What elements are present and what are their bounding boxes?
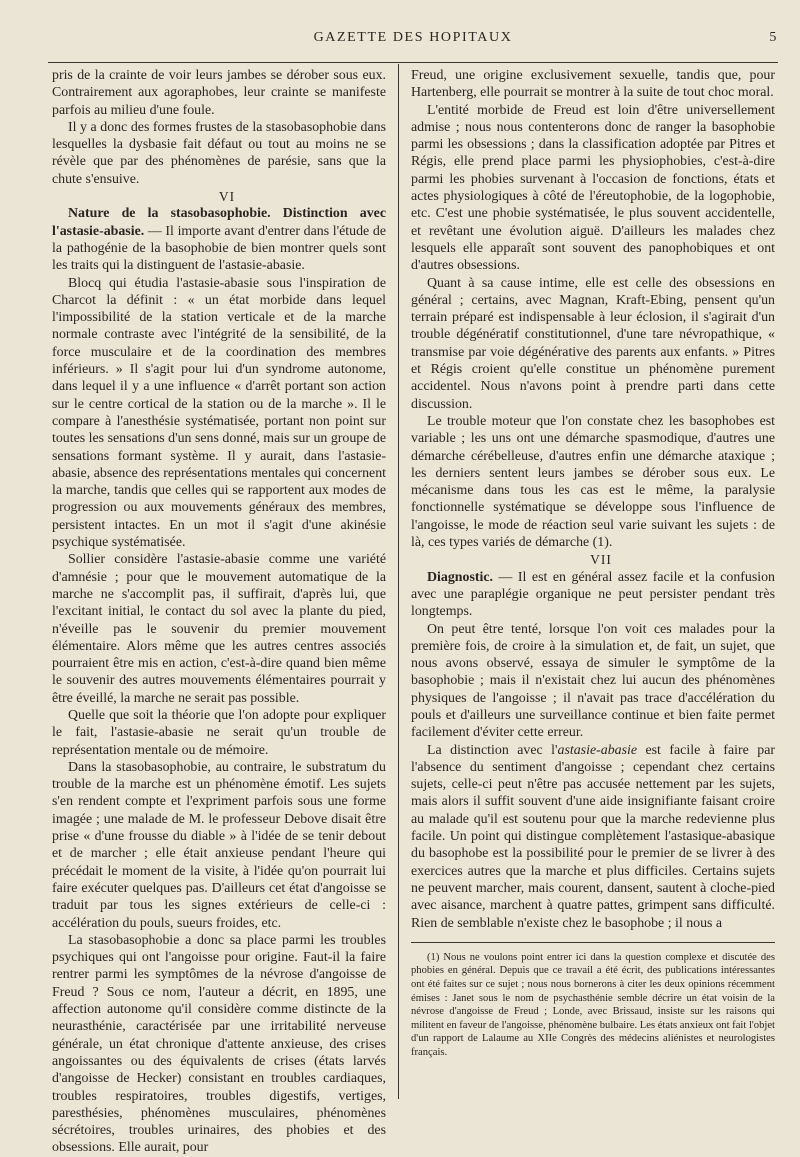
left-column: [52, 67, 386, 1157]
running-header: [48, 30, 778, 52]
paragraph: pris de la crainte de voir leurs jambes se dérober sous eux. Contrairement aux agoraphobes, leur crainte se manifeste parfois au milieu d'une foule.: [52, 68, 386, 118]
paragraph: Sollier considère l'astasie-abasie comme une variété d'amnésie ; pour que le mouvement automatique de la marche ne s'accomplit pas, il suffirait, d'après lui, que l'excitant initial, le contact du sol avec la plante du pied, n'éveille pas le souvenir du premier mouvement élémentaire. Alors même que les autres centres associés pourraient être mis en action, c'est-à-dire quand bien même le souvenir des autres mouvements élémentaires pourrait y être éveillé, la marche ne serait pas possible.: [52, 552, 386, 706]
header-rule: [48, 62, 778, 63]
paragraph-text: est facile à faire par l'absence du sentiment d'angoisse ; cependant chez certains sujets, celle-ci peut n'être pas accusée nettement par les sujets, mais alors il suffit souvent d'une aide insignifiante faisant croire au malade qu'il est soutenu pour que la marche redevienne plus facile. Un point qui distingue complètement l'astasique-abasique du basophobe est la possibilité pour le premier de se livrer à des exercices autres que la marche et plus difficiles. Certains sujets ne peuvent marcher, mais courent, dansent, sautent à cloche-pied avec aisance, marchent à quatre pattes, grimpent sans difficulté. Rien de semblable n'existe chez le basophobe ; il nous a: [411, 742, 775, 931]
paragraph: Blocq qui étudia l'astasie-abasie sous l'inspiration de Charcot la définit : « un état morbide dans lequel l'impossibilité de la station verticale et de la marche normale contraste avec l'intégrité de la sensibilité, de la force musculaire et de la coordination des membres inférieurs. » Il s'agit pour lui d'un syndrome autonome, dans lequel il y a une influence « d'arrêt portant son action sur le centre cortical de la station ou de la marche ». Il le compare à l'anesthésie systématisée, portant non point sur toutes les sensations d'un sens donné, mais sur un groupe de sensations formant système. Il y aurait, dans l'astasie-abasie, absence des représentations mentales qui concernent la marche, tandis que celles qui se rapportent aux modes de progression ou aux mouvements généraux des membres, persistent intactes. En un mot il s'agit d'une akinésie psychique systématisée.: [52, 275, 386, 551]
paragraph: Il y a donc des formes frustes de la stasobasophobie dans lesquelles la dysbasie fait défaut ou tout au moins ne se révèle que par des phénomènes de parésie, sans que la chute s'ensuive.: [52, 119, 386, 187]
paragraph: Quant à sa cause intime, elle est celle des obsessions en général ; certains, avec Magnan, Kraft-Ebing, pensent qu'un terrain préparé est indispensable à leur éclosion, il s'agirait d'un trouble dégénératif constitutionnel, d'une tare névropathique, « transmise par voie dégénérative des parents aux enfants. » Pitres et Régis croient qu'elle constitue un phénomène purement accidentel. Nous n'avons point à prendre parti dans cette discussion.: [411, 275, 775, 412]
footnote: (1) Nous ne voulons point entrer ici dans la question complexe et discutée des phobies en général. Depuis que ce travail a été écrit, des publications intéressantes ont été faites sur ce sujet ; nous nous bornerons à citer les deux opinions récemment émises : Janet sous le nom de psychasthénie semble décrire un état voisin de la névrose d'angoisse de Freud ; Londe, avec Brissaud, insiste sur les raisons qui militent en faveur de l'angoisse, phénomène bulbaire. Les états anxieux ont fait l'objet d'un rapport de Lalaume au XIIe Congrès des médecins aliénistes et neurologistes français.: [411, 951, 775, 1058]
column-separator: [398, 64, 399, 1099]
paragraph-text: La distinction avec l': [427, 742, 558, 758]
page-number: 5: [769, 30, 778, 45]
paragraph: [411, 742, 775, 932]
paragraph: Quelle que soit la théorie que l'on adopte pour expliquer le fait, l'astasie-abasie ne serait qu'un trouble de représentation mentale ou de mémoire.: [52, 707, 386, 758]
paragraph: La stasobasophobie a donc sa place parmi les troubles psychiques qui ont l'angoisse pour origine. Faut-il la faire rentrer parmi les symptômes de la névrose d'angoisse de Freud ? Sous ce nom, l'auteur a décrit, en 1895, une affection autonome qu'il considère comme distincte de la neurasthénie, caractérisée par une irritabilité nerveuse générale, un état chronique d'attente anxieuse, des crises angoissantes ou des équivalents de crises (états larvés d'angoisse de Hecker) consistant en troubles cardiaques, troubles respiratoires, troubles digestifs, vertiges, paresthésies, phénomènes musculaires, phénomènes sécrétoires, troubles urinaires, des phobies et des obsessions. Elle aurait, pour: [52, 932, 386, 1156]
paragraph: L'entité morbide de Freud est loin d'être universellement admise ; nous nous contenterons donc de ranger la basophobie parmi les obsessions ; dans la classification adoptée par Pitres et Régis, elle prend place parmi les physiophobies, c'est-à-dire parmi les phobies survenant à l'occasion de fonctions, états et actes physiologiques à côté de l'éreutophobie, de la logophobie, etc. C'est une phobie systématisée, le plus souvent accidentelle, et revêtant une évolution aiguë. D'ailleurs les malades chez lesquels elle apparaît sont souvent des panophobiques et ont d'autres obsessions.: [411, 102, 775, 274]
paragraph: On peut être tenté, lorsque l'on voit ces malades pour la première fois, de croire à la simulation et, de fait, un sujet, que nous avons observé, essaya de simuler le symptôme de la basophobie ; mais il n'existait chez lui aucun des phénomènes physiques de l'angoisse ; il n'avait pas trace d'accélération du pouls et d'ailleurs une surveillance continue et bien faite permet facilement d'éviter cette erreur.: [411, 621, 775, 741]
italic-term: astasie-abasie: [557, 742, 638, 758]
section-number: VI: [218, 189, 236, 205]
section-number: VII: [590, 552, 612, 568]
section-heading: Diagnostic.: [427, 569, 493, 585]
paragraph: [52, 205, 386, 274]
paragraph: [411, 569, 775, 621]
section-heading: Nature de la stasobasophobie. Distinction avec l'astasie-abasie.: [52, 206, 386, 239]
paragraph-text: — Il est en général assez facile et la confusion avec une paraplégie organique ne peut persister pendant très longtemps.: [411, 569, 775, 620]
journal-title: GAZETTE DES HOPITAUX: [313, 30, 513, 45]
paragraph: Le trouble moteur que l'on constate chez les basophobes est variable ; les uns ont une démarche spasmodique, d'autres une démarche cérébelleuse, d'autres enfin une démarche ataxique ; les derniers sentent leurs jambes se dérober sous eux. Le mécanisme dans tous les cas est le même, la paralysie fonctionnelle systématique se développe sous l'influence de l'angoisse, le mode de réaction seul varie suivant les sujets : de là, ces types variés de démarche (1).: [411, 413, 775, 551]
paragraph-text: — Il importe avant d'entrer dans l'étude de la pathogénie de la basophobie de bien montrer quels sont les traits qui la distinguent de l'astasie-abasie.: [52, 223, 386, 274]
right-column: [411, 67, 775, 1060]
footnote-rule: [411, 942, 775, 943]
paragraph: Freud, une origine exclusivement sexuelle, tandis que, pour Hartenberg, elle pourrait se montrer à la suite de tout choc moral.: [411, 68, 775, 101]
paragraph: Dans la stasobasophobie, au contraire, le substratum du trouble de la marche est un phénomène émotif. Les sujets s'en rendent compte et l'expriment parfois sous une forme imagée ; une malade de M. le professeur Debove disait être prise « d'une frousse du diable » à l'idée de se tenir debout et de marcher ; elle était anxieuse pendant l'heure qui précédait le moment de la visite, à l'idée qu'on pourrait lui faire exécuter quelques pas. D'ailleurs cet état d'angoisse se traduit par tous les signes extérieurs de celle-ci : accélération du pouls, sueurs froides, etc.: [52, 759, 386, 931]
